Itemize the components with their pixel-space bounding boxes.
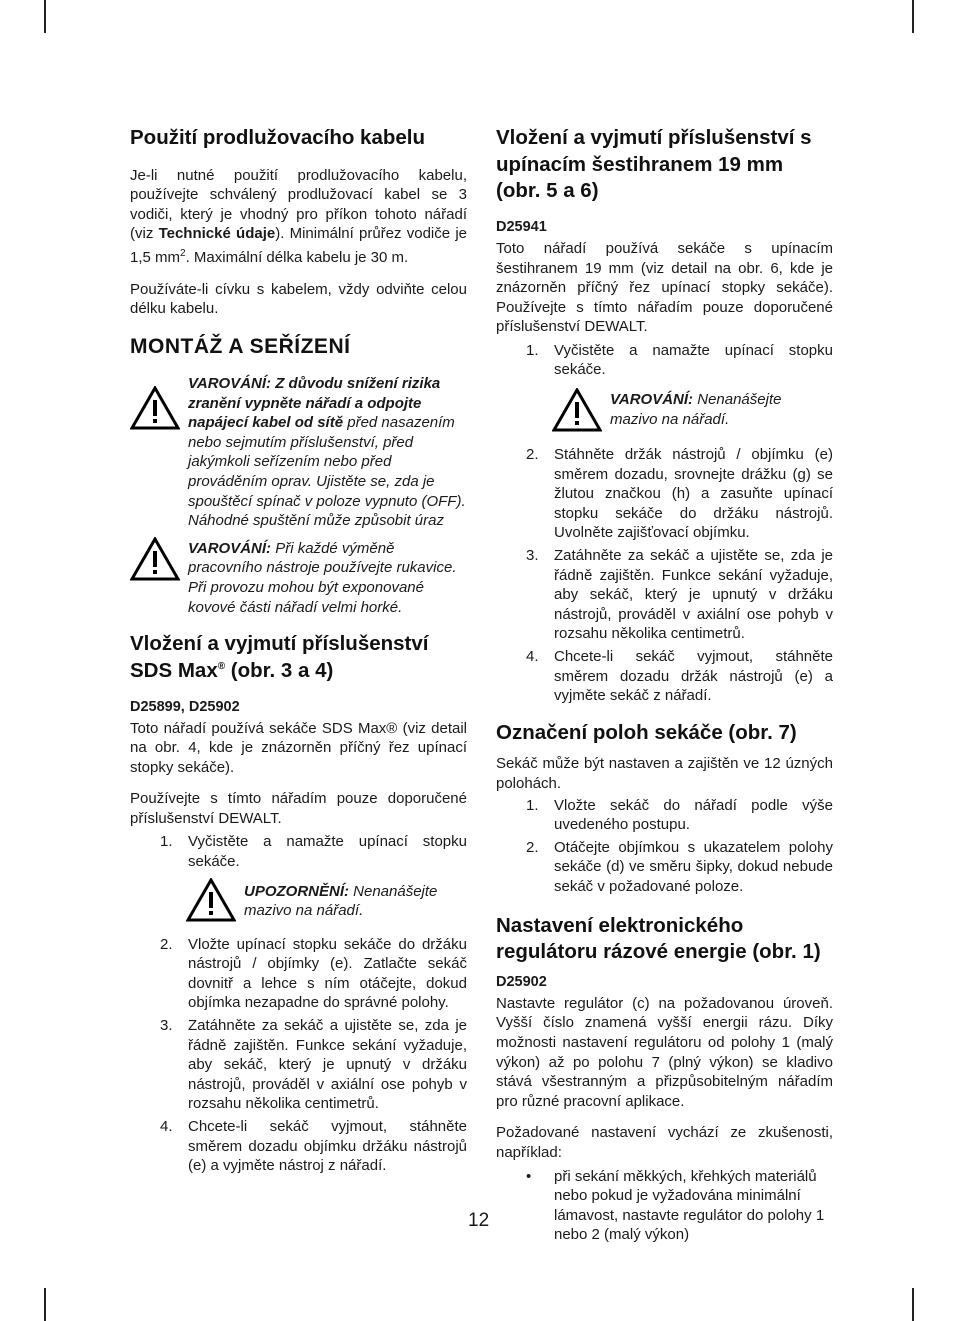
hex-title: Vložení a vyjmutí příslušenství s upínacím šestihranem 19 mm (obr. 5 a 6) [496,126,812,203]
extension-cable-paragraph: Je-li nutné použití prodlužovacího kabelu, používejte schválený prodlužovací kabel se 3 vodiči, který je vhodný pro příkon tohoto nářadí (viz Technické údaje). Minimální průřez vodiče je 1,5 $mm^2$. Maximální délka kabelu je 30 m. [130,166,467,267]
sds-steps [130,935,467,1176]
positions-steps [496,796,833,897]
crop-mark [44,1288,46,1321]
list-item: 2. Stáhněte držák nástrojů / objímku (e) směrem dozadu, srovnejte drážku (g) se žlutou značkou (h) a zasuňte upínací stopku sekáče do držáku nástrojů. Uvolněte zajišťovací objímku. [526,446,833,542]
list-item: 2. Otáčejte objímkou s ukazatelem polohy sekáče (d) ve směru šipky, dokud nebude sekáč v požadované poloze. [526,838,833,895]
list-item: 1. Vyčistěte a namažte upínací stopku sekáče. [160,833,467,871]
list-item: 3. Zatáhněte za sekáč a ujistěte se, zda je řádně zajištěn. Funkce sekání vyžaduje, aby sekáč, který je upnutý v držáku nástrojů, prováděl v axiální ose pohyb v rozsahu několika centimetrů. [160,1017,467,1113]
caution-text: UPOZORNĚNÍ: Nenanášejte mazivo na nářadí. [244,882,438,920]
hex-steps [496,341,833,380]
positions-title: Označení poloh sekáče (obr. 7) [496,720,797,744]
list-item: 1. Vyčistěte a namažte upínací stopku sekáče. [526,341,833,379]
sds-steps [130,832,467,871]
model-code: D25941 [496,218,547,235]
list-item: 1. Vložte sekáč do nářadí podle výše uvedeného postupu. [526,796,833,834]
regulator-paragraph-2: Požadované nastavení vychází ze zkušenosti, například: [496,1124,833,1162]
cable-reel-paragraph: Používáte-li cívku s kabelem, vždy odviňte celou délku kabelu. [130,280,467,318]
warning-text: VAROVÁNÍ: Nenanášejte mazivo na nářadí. [610,391,782,428]
model-code: D25902 [496,973,547,990]
crop-mark [912,1288,914,1321]
warning-text: VAROVÁNÍ: Z důvodu snížení rizika zranění vypněte nářadí a odpojte napájecí kabel od sítě před nasazením nebo sejmutím příslušenství, před jakýmkoli seřízením nebo před prováděním oprav. Ujistěte se, zda je spouštěcí spínač v poloze vypnuto (OFF). Náhodné spuštění může způsobit úraz [188,375,466,530]
sds-accessory-paragraph: Používejte s tímto nářadím pouze doporučené příslušenství DEWALT. [130,790,467,827]
warning-text: VAROVÁNÍ: Při každé výměně pracovního nástroje používejte rukavice. Při provozu mohou být exponované kovové části nářadí velmi horké. [188,539,457,616]
warning-block [552,390,833,437]
crop-mark [912,0,914,33]
sds-title: Vložení a vyjmutí příslušenství SDS Max® (obr. 3 a 4) [130,632,429,682]
warning-icon [130,386,180,435]
positions-paragraph: Sekáč může být nastaven a zajištěn ve 12 úzných polohách. [496,755,833,793]
extension-cable-title: Použití prodlužovacího kabelu [130,126,425,149]
caution-block [186,882,467,927]
hex-paragraph: Toto nářadí používá sekáče s upínacím šestihranem 19 mm (viz detail na obr. 6, kde je znázorněn příčný řez upínací stopky sekáče). Používejte s tímto nářadím pouze doporučené příslušenství DEWALT. [496,239,833,336]
warning-icon [130,537,180,586]
left-column [130,125,467,1186]
hex-steps [496,445,833,706]
warning-icon [552,388,602,437]
warning-icon [186,878,236,927]
regulator-bullets [496,1167,833,1245]
model-code: D25899, D25902 [130,698,240,715]
regulator-paragraph: Nastavte regulátor (c) na požadovanou úroveň. Vyšší číslo znamená vyšší energii rázu. Díky možnosti nastavení regulátoru od polohy 1 (malý výkon) až po polohu 7 (plný výkon) se kladivo stává všestranným a přizpůsobitelným nářadím pro různé pracovní aplikace. [496,994,833,1110]
warning-block [130,374,467,531]
list-item: 4. Chcete-li sekáč vyjmout, stáhněte směrem dozadu objímku držáku nástrojů (e) a vyjměte nástroj z nářadí. [160,1118,467,1175]
list-item: 2. Vložte upínací stopku sekáče do držáku nástrojů / objímky (e). Zatlačte sekáč dovnitř a lehce s ním otáčejte, dokud objímka nezapadne do správné polohy. [160,935,467,1012]
crop-mark [44,0,46,33]
list-item: 3. Zatáhněte za sekáč a ujistěte se, zda je řádně zajištěn. Funkce sekání vyžaduje, aby sekáč, který je upnutý v držáku nástrojů, prováděl v axiální ose pohyb v rozsahu několika centimetrů. [526,547,833,643]
list-item: • při sekání měkkých, křehkých materiálů nebo pokud je vyžadována minimální lámavost, nastavte regulátor do polohy 1 nebo 2 (malý výkon) [526,1167,825,1244]
right-column [496,125,833,1245]
page-number: 12 [468,1210,490,1231]
warning-block [130,539,467,617]
assembly-title: MONTÁŽ A SEŘÍZENÍ [130,334,351,358]
regulator-title: Nastavení elektronického regulátoru rázové energie (obr. 1) [496,913,821,964]
sds-paragraph: Toto nářadí používá sekáče SDS Max® (viz detail na obr. 4, kde je znázorněn příčný řez upínací stopky sekáče). [130,719,467,776]
list-item: 4. Chcete-li sekáč vyjmout, stáhněte směrem dozadu držák nástrojů (e) a vyjměte sekáč z nářadí. [526,648,833,705]
